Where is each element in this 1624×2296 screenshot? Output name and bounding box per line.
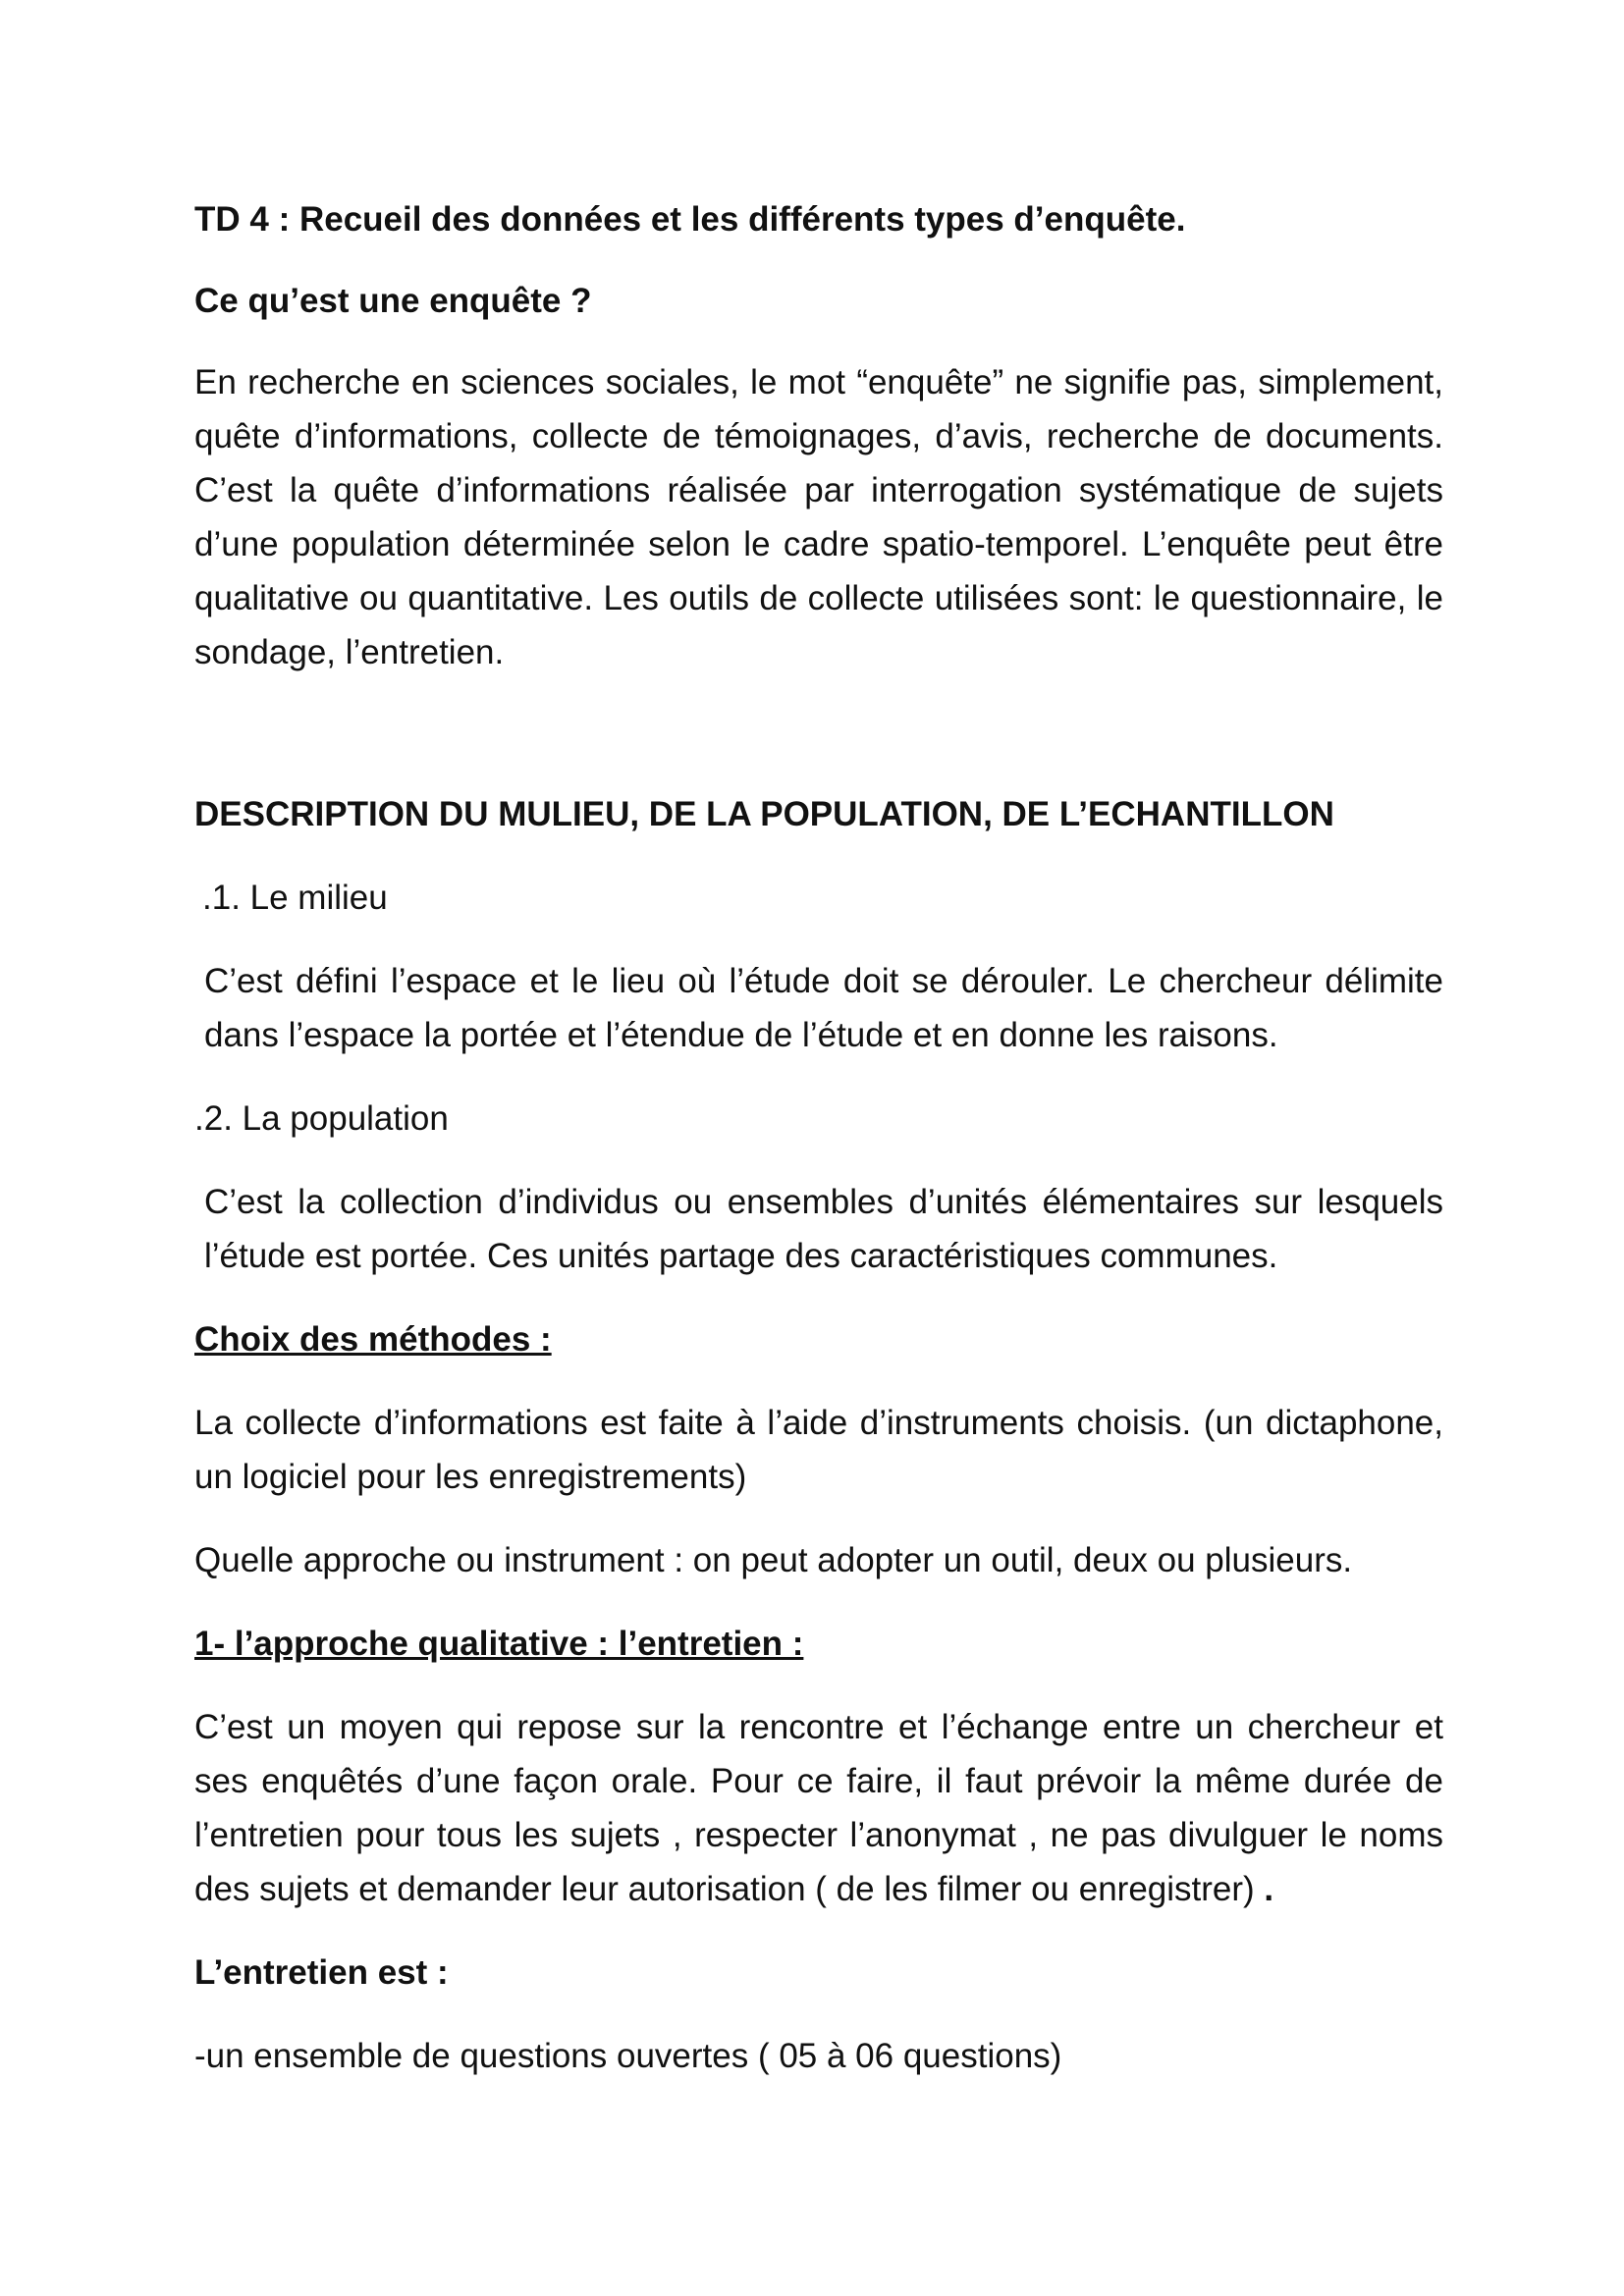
- heading-qualitative: 1- l’approche qualitative : l’entretien :: [194, 1625, 804, 1663]
- document-title: TD 4 : Recueil des données et les différents types d’enquête.: [194, 200, 1186, 239]
- heading-enquete: Ce qu’est une enquête ?: [194, 282, 592, 320]
- heading-methodes: Choix des méthodes :: [194, 1320, 552, 1359]
- subheading-population: .2. La population: [194, 1099, 449, 1138]
- list-item: -un ensemble de questions ouvertes ( 05 à 06 questions): [194, 2037, 1062, 2075]
- paragraph-milieu: C’est défini l’espace et le lieu où l’étude doit se dérouler. Le chercheur délimite dans l’espace la portée et l’étendue de l’étude et en donne les raisons.: [204, 962, 1443, 1054]
- paragraph-qualitative-end: .: [1254, 1870, 1274, 1908]
- heading-entretien: L’entretien est :: [194, 1953, 449, 1992]
- paragraph-approche: Quelle approche ou instrument : on peut adopter un outil, deux ou plusieurs.: [194, 1541, 1353, 1579]
- paragraph-population: C’est la collection d’individus ou ensembles d’unités élémentaires sur lesquels l’étude est portée. Ces unités partage des caractéristiques communes.: [204, 1183, 1443, 1275]
- document-page: [194, 192, 1443, 2083]
- paragraph-qualitative-text: C’est un moyen qui repose sur la rencontre et l’échange entre un chercheur et ses enquêtés d’une façon orale. Pour ce faire, il faut prévoir la même durée de l’entretien pour tous les sujets , respecter l’anonymat , ne pas divulguer le noms des sujets et demander leur autorisation ( de les filmer ou enregistrer): [194, 1708, 1443, 1908]
- paragraph-enquete: En recherche en sciences sociales, le mot “enquête” ne signifie pas, simplement, quête d’informations, collecte de témoignages, d’avis, recherche de documents. C’est la quête d’informations réalisée par interrogation systématique de sujets d’une population déterminée selon le cadre spatio-temporel. L’enquête peut être qualitative ou quantitative. Les outils de collecte utilisées sont: le questionnaire, le sondage, l’entretien.: [194, 363, 1443, 671]
- section-heading-description: DESCRIPTION DU MULIEU, DE LA POPULATION, DE L’ECHANTILLON: [194, 795, 1334, 833]
- subheading-milieu: .1. Le milieu: [202, 879, 388, 917]
- paragraph-qualitative: [194, 1700, 1443, 1916]
- paragraph-methodes: La collecte d’informations est faite à l’aide d’instruments choisis. (un dictaphone, un logiciel pour les enregistrements): [194, 1404, 1443, 1496]
